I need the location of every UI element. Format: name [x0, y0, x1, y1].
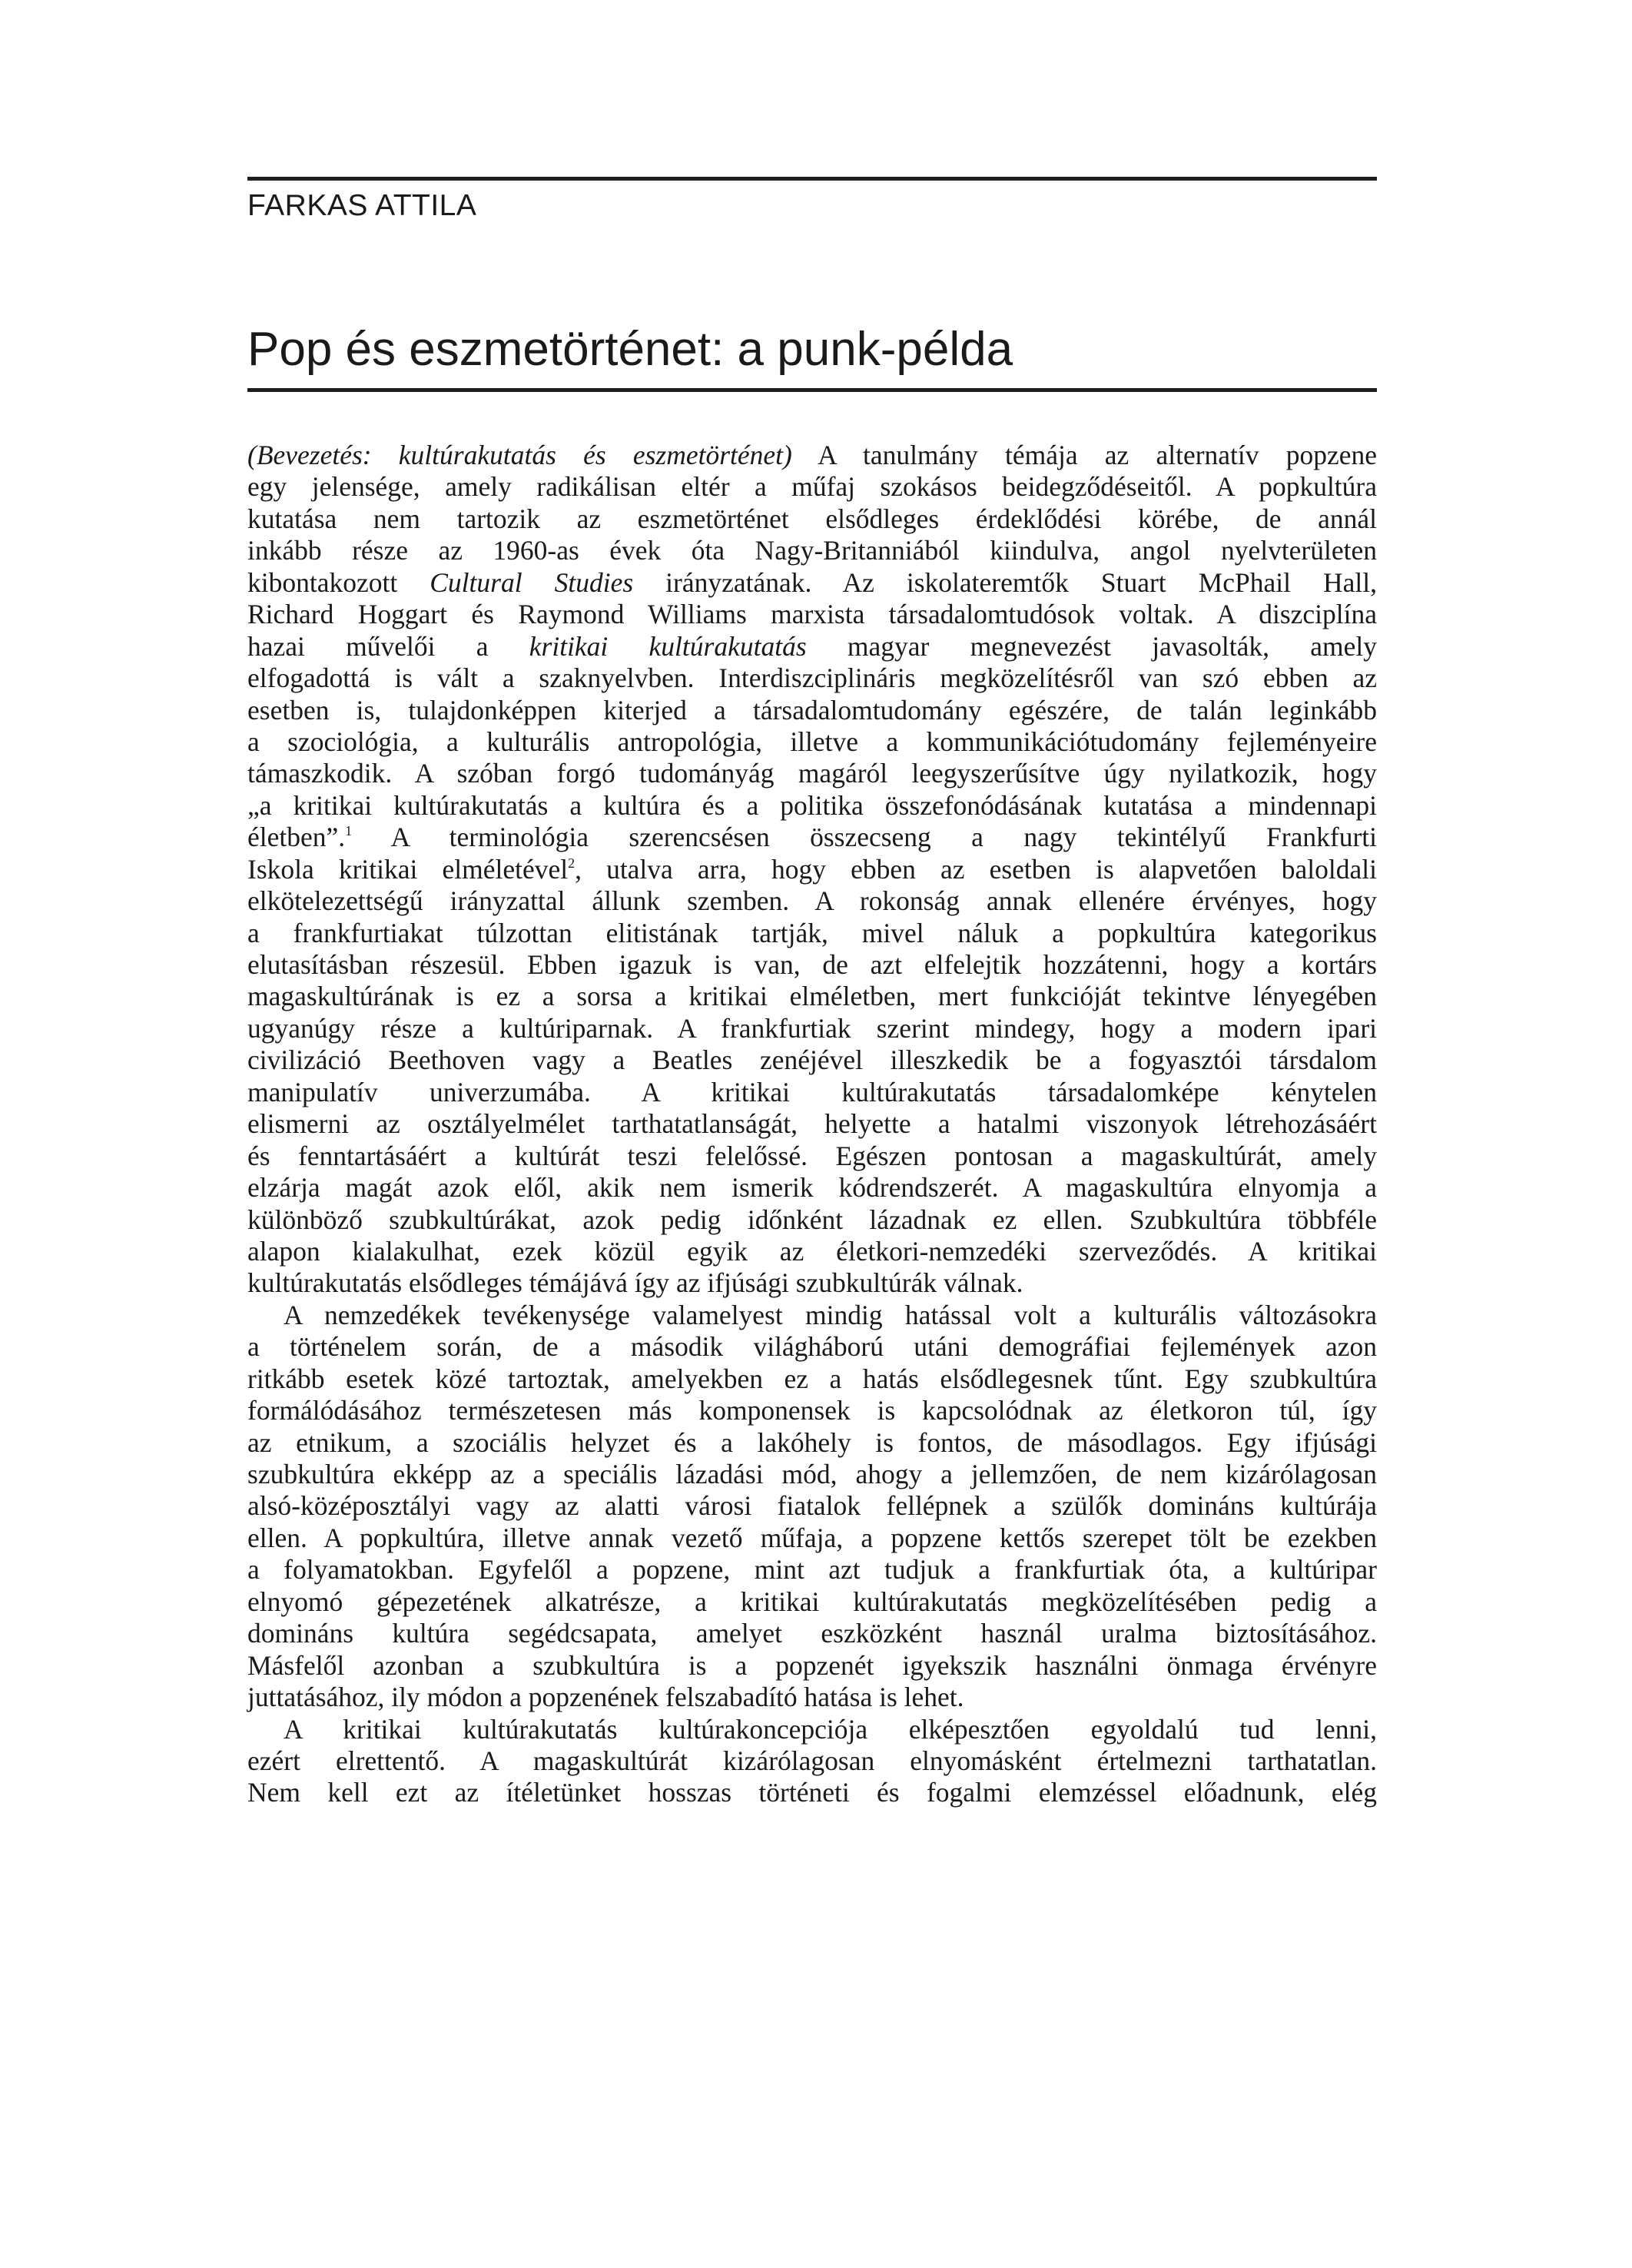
text-run: , utalva arra, hogy ebben az esetben is alapvetően baloldali	[575, 853, 1377, 885]
text-line	[247, 918, 1377, 949]
text-line	[247, 599, 1377, 630]
text-line	[247, 1618, 1377, 1649]
text-run: kultúrakutatás elsődleges témájává így az ifjúsági szubkultúrák válnak.	[247, 1267, 1023, 1299]
text-run: irányzatának. Az iskolateremtők Stuart McPhail Hall,	[633, 566, 1377, 598]
text-run: magaskultúrának is ez a sorsa a kritikai elméletben, mert funkcióját tekintve lényegében	[247, 981, 1377, 1012]
text-run: a frankfurtiakat túlzottan elitistának tartják, mivel náluk a popkultúra kategorikus	[247, 917, 1377, 948]
text-run: inkább része az 1960-as évek óta Nagy-Britanniából kiindulva, angol nyelvterületen	[247, 535, 1377, 566]
text-run: különböző szubkultúrákat, azok pedig időnként lázadnak ez ellen. Szubkultúra többféle	[247, 1204, 1377, 1235]
text-run: az etnikum, a szociális helyzet és a lakóhely is fontos, de másodlagos. Egy ifjúsági	[247, 1426, 1377, 1458]
text-line	[247, 758, 1377, 789]
author-name: FARKAS ATTILA	[247, 189, 477, 222]
footnote-marker[interactable]: 1	[345, 823, 353, 839]
text-run: Richard Hoggart és Raymond Williams marxista társadalomtudósok voltak. A diszciplína	[247, 599, 1377, 630]
text-line	[247, 1523, 1377, 1554]
text-line	[247, 662, 1377, 694]
italic-text: Cultural Studies	[430, 566, 634, 598]
text-line	[247, 695, 1377, 726]
text-run: A kritikai kultúrakutatás kultúrakoncepciója elképesztően egyoldalú tud lenni,	[284, 1713, 1377, 1745]
text-run: támaszkodik. A szóban forgó tudományág magáról leegyszerűsítve úgy nyilatkozik, hogy	[247, 758, 1377, 789]
text-line	[247, 1427, 1377, 1459]
text-line	[247, 726, 1377, 758]
text-line	[247, 471, 1377, 503]
text-run: egy jelensége, amely radikálisan eltér a műfaj szokásos beidegződéseitől. A popkultúra	[247, 471, 1377, 503]
text-run: alapon kialakulhat, ezek közül egyik az életkori-nemzedéki szerveződés. A kritikai	[247, 1235, 1377, 1267]
header-top-rule	[247, 177, 1377, 181]
text-run: Másfelől azonban a szubkultúra is a popzenét igyekszik használni önmaga érvényre	[247, 1649, 1377, 1681]
text-run: életben”.	[247, 822, 346, 853]
text-run: Iskola kritikai elméletével	[247, 853, 569, 885]
text-run: hazai művelői a	[247, 630, 529, 662]
text-run: és fenntartásáért a kultúrát teszi felelőssé. Egészen pontosan a magaskultúrát, amely	[247, 1140, 1377, 1171]
text-line	[247, 1172, 1377, 1204]
article-body	[247, 440, 1377, 1809]
paragraph	[247, 440, 1377, 1300]
text-line	[247, 1650, 1377, 1682]
text-line	[247, 790, 1377, 822]
text-run: esetben is, tulajdonképpen kiterjed a társadalomtudomány egészére, de talán leginkább	[247, 694, 1377, 726]
text-run: elkötelezettségű irányzattal állunk szemben. A rokonság annak ellenére érvényes, hogy	[247, 885, 1377, 917]
text-run: juttatásához, ily módon a popzenének felszabadító hatása is lehet.	[247, 1682, 964, 1713]
text-run: A tanulmány témája az alternatív popzene	[791, 440, 1377, 470]
text-line	[247, 1363, 1377, 1395]
text-run: elnyomó gépezetének alkatrésze, a kritikai kultúrakutatás megközelítésében pedig a	[247, 1586, 1377, 1617]
text-line	[247, 1204, 1377, 1236]
text-line	[247, 854, 1377, 885]
text-line	[247, 1586, 1377, 1618]
text-run: ritkább esetek közé tartoztak, amelyekben ez a hatás elsődlegesnek tűnt. Egy szubkultúra	[247, 1363, 1377, 1394]
text-line	[247, 1077, 1377, 1108]
text-run: ezért elrettentő. A magaskultúrát kizárólagosan elnyomásként értelmezni tarthatatlan.	[247, 1745, 1377, 1776]
text-run: szubkultúra ekképp az a speciális lázadási mód, ahogy a jellemzően, de nem kizárólagosan	[247, 1459, 1377, 1489]
title-bottom-rule	[247, 388, 1377, 392]
text-run: elzárja magát azok elől, akik nem ismerik kódrendszerét. A magaskultúra elnyomja a	[247, 1172, 1377, 1204]
text-run: elutasításban részesül. Ebben igazuk is van, de azt elfelejtik hozzátenni, hogy a kortárs	[247, 949, 1377, 980]
text-run: Nem kell ezt az ítéletünket hosszas történeti és fogalmi elemzéssel előadnunk, elég	[247, 1777, 1377, 1808]
text-line	[247, 1236, 1377, 1267]
text-line	[247, 1490, 1377, 1522]
text-line	[247, 440, 1377, 471]
text-run: ellen. A popkultúra, illetve annak vezető műfaja, a popzene kettős szerepet tölt be ezekben	[247, 1522, 1377, 1553]
paragraph	[247, 1300, 1377, 1714]
text-run: manipulatív univerzumába. A kritikai kultúrakutatás társadalomképe kénytelen	[247, 1076, 1377, 1107]
text-line	[247, 567, 1377, 599]
text-run: elfogadottá is vált a szaknyelvben. Interdiszciplináris megközelítésről van szó ebben az	[247, 662, 1377, 694]
text-line	[247, 1682, 1377, 1713]
text-line	[247, 1108, 1377, 1140]
text-run: a szociológia, a kulturális antropológia, illetve a kommunikációtudomány fejleményeire	[247, 726, 1377, 757]
article-title: Pop és eszmetörténet: a punk-példa	[247, 323, 1013, 376]
text-line	[247, 1777, 1377, 1808]
text-line	[247, 631, 1377, 662]
text-line	[247, 1554, 1377, 1586]
text-line	[247, 1745, 1377, 1777]
text-line	[247, 535, 1377, 566]
text-run: ugyanúgy része a kultúriparnak. A frankfurtiak szerint mindegy, hogy a modern ipari	[247, 1012, 1377, 1044]
text-run: a történelem során, de a második világháború utáni demográfiai fejlemények azon	[247, 1331, 1377, 1363]
italic-text: kritikai kultúrakutatás	[529, 630, 807, 662]
text-run: kutatása nem tartozik az eszmetörténet elsődleges érdeklődési körébe, de annál	[247, 503, 1377, 534]
text-line	[247, 1300, 1377, 1331]
text-line	[247, 1395, 1377, 1426]
paragraph	[247, 1714, 1377, 1809]
text-run: formálódásához természetesen más komponensek is kapcsolódnak az életkoron túl, így	[247, 1395, 1377, 1426]
text-line	[247, 1267, 1377, 1299]
text-line	[247, 1044, 1377, 1076]
text-run: A nemzedékek tevékenysége valamelyest mindig hatással volt a kulturális változásokra	[284, 1299, 1377, 1330]
footnote-marker[interactable]: 2	[568, 855, 576, 871]
text-run: domináns kultúra segédcsapata, amelyet eszközként használ uralma biztosításához.	[247, 1618, 1377, 1649]
text-run: alsó-középosztályi vagy az alatti városi fiatalok fellépnek a szülők domináns kultúrája	[247, 1490, 1377, 1522]
text-line	[247, 1714, 1377, 1745]
text-run: a folyamatokban. Egyfelől a popzene, mint azt tudjuk a frankfurtiak óta, a kultúripar	[247, 1554, 1377, 1586]
text-line	[247, 1331, 1377, 1363]
text-run: magyar megnevezést javasolták, amely	[806, 630, 1377, 662]
text-line	[247, 1013, 1377, 1044]
text-line	[247, 822, 1377, 853]
text-run: A terminológia szerencsésen összecseng a nagy tekintélyű Frankfurti	[352, 822, 1377, 853]
text-line	[247, 885, 1377, 917]
text-line	[247, 949, 1377, 981]
text-line	[247, 1141, 1377, 1172]
text-line	[247, 981, 1377, 1012]
text-run: kibontakozott	[247, 566, 430, 598]
text-line	[247, 503, 1377, 535]
text-line	[247, 1459, 1377, 1490]
text-run: civilizáció Beethoven vagy a Beatles zenéjével illeszkedik be a fogyasztói társdalom	[247, 1044, 1377, 1076]
italic-text: (Bevezetés: kultúrakutatás és eszmetörténet)	[247, 440, 792, 470]
text-run: „a kritikai kultúrakutatás a kultúra és a politika összefonódásának kutatása a mindennapi	[247, 789, 1377, 821]
text-run: elismerni az osztályelmélet tarthatatlanságát, helyette a hatalmi viszonyok létrehozásáért	[247, 1108, 1377, 1140]
